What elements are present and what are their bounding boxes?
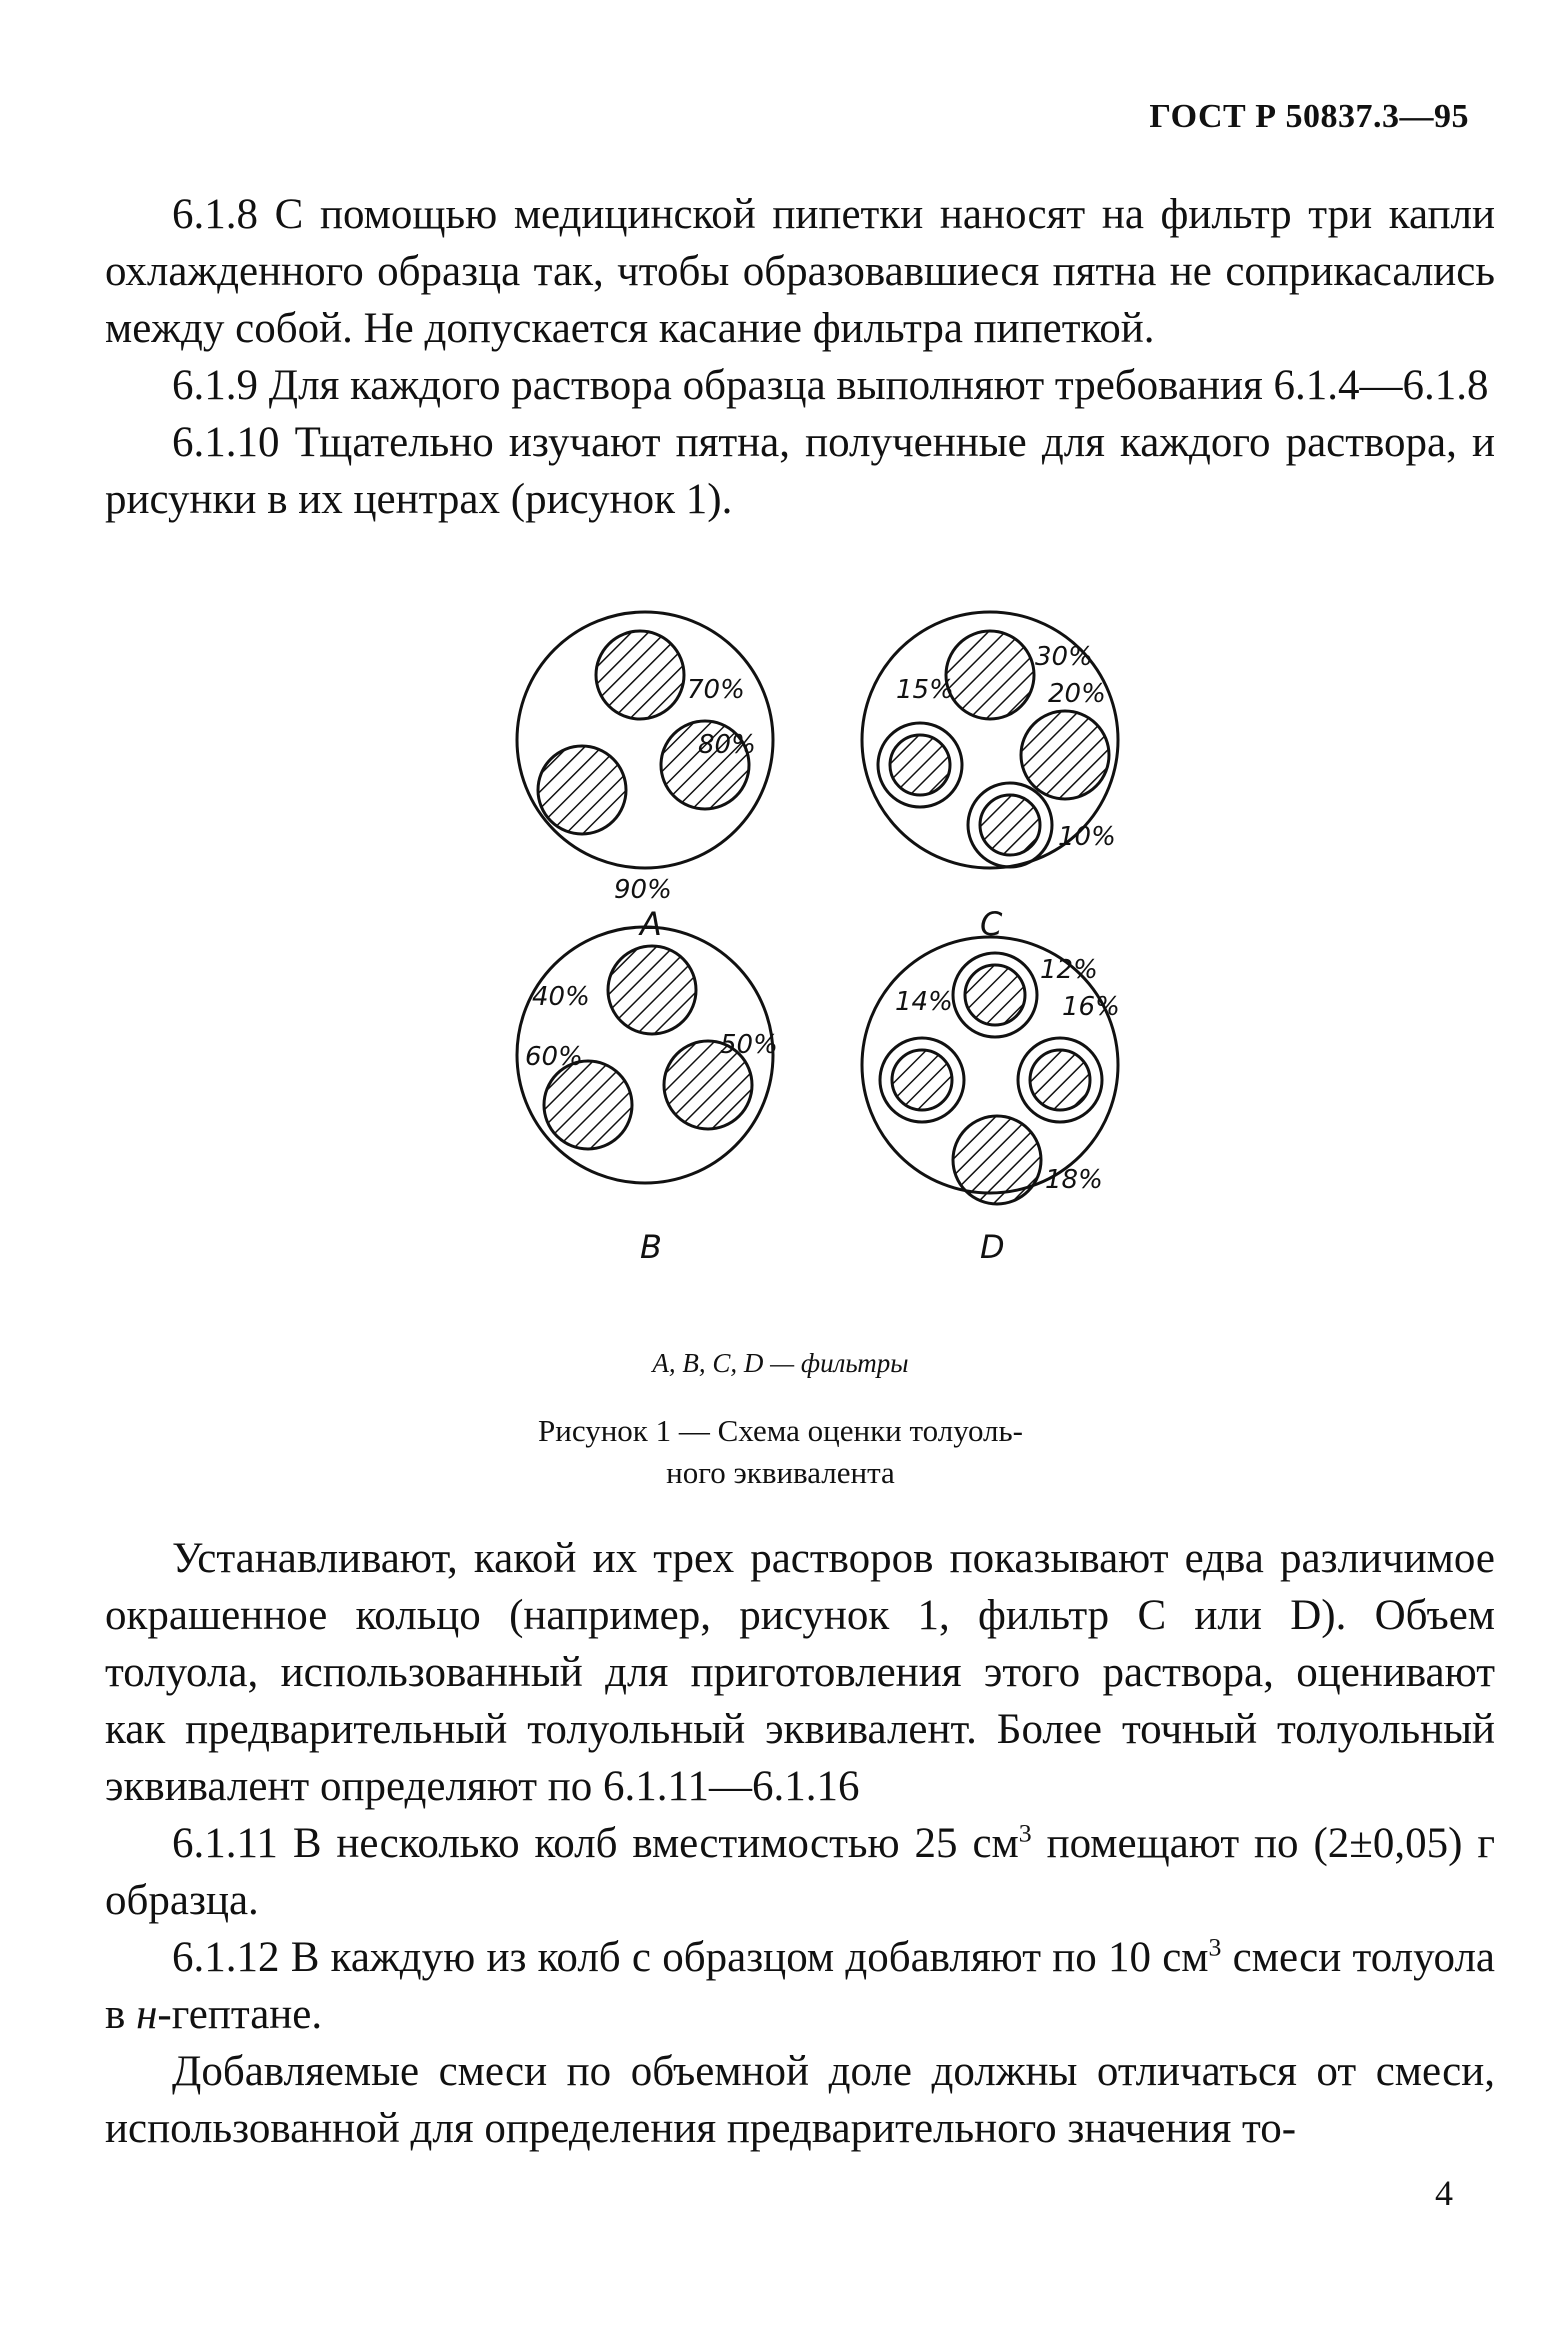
label-b-40: 40% — [532, 982, 590, 1012]
filter-d — [862, 937, 1120, 1266]
figure-caption — [0, 1410, 1561, 1494]
text-block-bottom — [105, 1530, 1495, 2157]
p3-text-after: -гептане. — [157, 1991, 323, 2038]
label-d-16: 16% — [1062, 992, 1120, 1022]
paragraph-toluene-estimate: Устанавливают, какой их трех растворов показывают едва различимое окрашенное кольцо (например, рисунок 1, фильтр C или D). Объем толуола, использованный для приготовления этого раствора, оценивают как предварительный толуольный эквивалент. Более точный толуольный эквивалент определяют по 6.1.11—6.1.16 — [105, 1535, 1495, 1810]
text-block-top — [105, 186, 1495, 528]
document-header: ГОСТ Р 50837.3—95 — [1149, 98, 1469, 135]
figure-legend: A, B, C, D — фильтры — [652, 1348, 909, 1378]
letter-d: D — [980, 1228, 1005, 1266]
label-b-50: 50% — [720, 1030, 778, 1060]
filter-a — [517, 612, 773, 943]
label-d-18: 18% — [1045, 1165, 1103, 1195]
label-d-12: 12% — [1040, 955, 1098, 985]
paragraph-6-1-12 — [105, 1929, 1495, 2043]
p3-text-mid: смеси толуола в — [105, 1934, 1495, 2038]
filter-b — [517, 927, 778, 1266]
figure-1-filters — [500, 610, 1180, 1330]
p3-italic-n: н — [136, 1991, 158, 2038]
p2-superscript: 3 — [1018, 1818, 1032, 1848]
paragraph-6-1-8: 6.1.8 С помощью медицинской пипетки наносят на фильтр три капли охлажденного образца так, чтобы образовавшиеся пятна не соприкасались между собой. Не допускается касание фильтра пипеткой. — [105, 191, 1495, 352]
figure-caption-line-1: Рисунок 1 — Схема оценки толуоль- — [538, 1413, 1023, 1448]
label-c-15: 15% — [896, 675, 954, 705]
label-a-80: 80% — [698, 730, 756, 760]
p3-superscript: 3 — [1208, 1932, 1222, 1962]
p2-text-after: помещают по (2±0,05) г образца. — [105, 1820, 1495, 1924]
label-a-70: 70% — [687, 675, 745, 705]
paragraph-6-1-10: 6.1.10 Тщательно изучают пятна, полученные для каждого раствора, и рисунки в их центрах (рисунок 1). — [105, 419, 1495, 523]
letter-b: B — [640, 1228, 662, 1266]
label-d-14: 14% — [895, 987, 953, 1017]
p3-text-before: 6.1.12 В каждую из колб с образцом добавляют по 10 см — [172, 1934, 1209, 1981]
figure-caption-line-2: ного эквивалента — [666, 1455, 895, 1490]
label-c-10: 10% — [1058, 822, 1116, 852]
letter-a: A — [640, 905, 662, 943]
label-c-20: 20% — [1048, 679, 1106, 709]
page-number: 4 — [1435, 2173, 1453, 2213]
paragraph-mixtures: Добавляемые смеси по объемной доле должны отличаться от смеси, использованной для определения предварительного значения то- — [105, 2048, 1495, 2152]
p2-text-before: 6.1.11 В несколько колб вместимостью 25 см — [172, 1820, 1019, 1867]
label-b-60: 60% — [525, 1042, 583, 1072]
label-c-30: 30% — [1035, 642, 1093, 672]
paragraph-6-1-11 — [105, 1815, 1495, 1929]
label-a-90: 90% — [614, 875, 672, 905]
letter-c: C — [980, 905, 1003, 943]
paragraph-6-1-9: 6.1.9 Для каждого раствора образца выполняют требования 6.1.4—6.1.8 — [172, 362, 1489, 409]
filter-c — [862, 612, 1118, 943]
